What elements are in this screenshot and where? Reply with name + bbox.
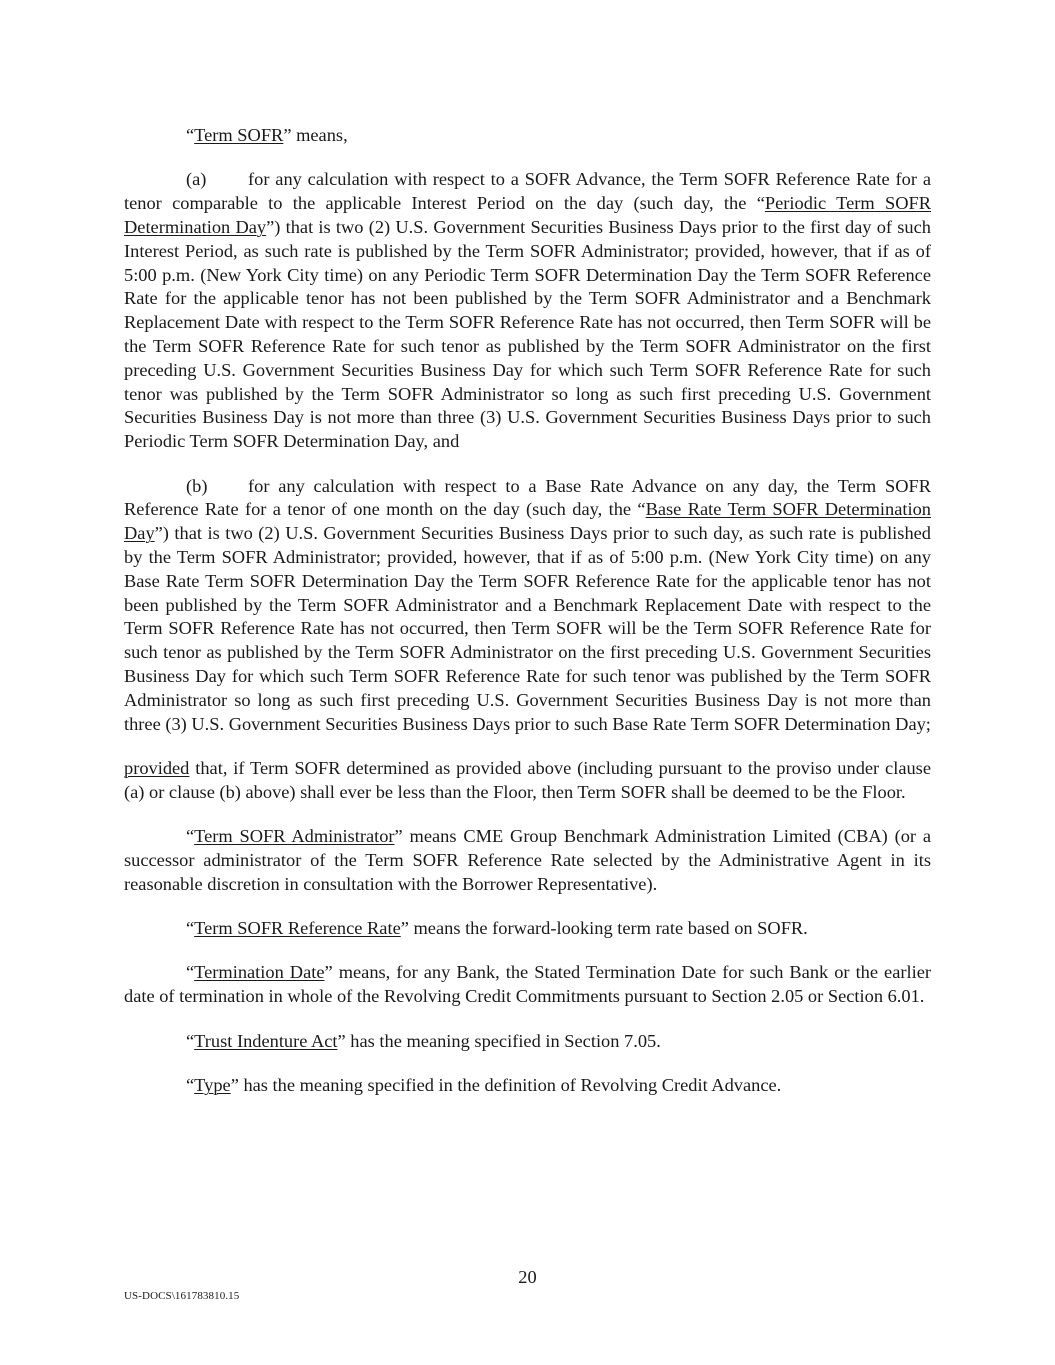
defined-term: Termination Date [194, 962, 325, 983]
page-number: 20 [518, 1267, 537, 1287]
open-quote: “ [186, 826, 195, 847]
clause-text: ”) that is two (2) U.S. Government Securities Business Days prior to the first day of such Interest Period, as such rate is published by the Term SOFR Administrator; provided, however, that if as of 5:00 p.m. (New York City time) on any Periodic Term SOFR Determination Day the Term SOFR Reference Rate for the applicable tenor has not been published by the Term SOFR Administrator and a Benchmark Replacement Date with respect to the Term SOFR Reference Rate has not occurred, then Term SOFR will be the Term SOFR Reference Rate for such tenor as published by the Term SOFR Administrator on the first preceding U.S. Government Securities Business Day for which such Term SOFR Reference Rate for such tenor was published by the Term SOFR Administrator so long as such first preceding U.S. Government Securities Business Day is not more than three (3) U.S. Government Securities Business Days prior to such Periodic Term SOFR Determination Day, and [124, 216, 931, 452]
proviso-paragraph [124, 757, 931, 805]
defined-term: Term SOFR Administrator [194, 826, 395, 847]
clause-text: for any calculation with respect to a Base Rate Advance on any day, the Term SOFR Reference Rate for a tenor of one month on the day (such day, the “ [124, 475, 931, 520]
defined-term: Base Rate Term SOFR Determination Day [124, 499, 931, 544]
definition-term-sofr [124, 124, 931, 148]
definition-type [124, 1074, 931, 1098]
open-quote: “ [186, 918, 195, 939]
definition-text: ” means, [283, 125, 348, 145]
definition-text: ” means, for any Bank, the Stated Termination Date for such Bank or the earlier date of termination in whole of the Revolving Credit Commitments pursuant to Section 2.05 or Section 6.01. [124, 962, 931, 1007]
defined-term: Term SOFR [194, 125, 284, 145]
definition-term-sofr-administrator [124, 825, 931, 896]
proviso-term: provided [124, 757, 190, 778]
clause-label: (a) [186, 169, 207, 190]
definition-term-sofr-reference-rate [124, 917, 931, 941]
definition-text: ” has the meaning specified in the definition of Revolving Credit Advance. [230, 1075, 782, 1096]
proviso-text: that, if Term SOFR determined as provided above (including pursuant to the proviso under clause (a) or clause (b) above) shall ever be less than the Floor, then Term SOFR shall be deemed to be the Floor. [124, 757, 931, 802]
open-quote: “ [186, 1075, 195, 1096]
definition-text: ” means the forward-looking term rate based on SOFR. [400, 918, 808, 939]
clause-b [124, 475, 931, 737]
defined-term: Term SOFR Reference Rate [194, 918, 401, 939]
defined-term: Trust Indenture Act [194, 1030, 338, 1051]
open-quote: “ [186, 962, 195, 983]
definition-trust-indenture-act [124, 1030, 931, 1054]
definition-termination-date [124, 961, 931, 1009]
clause-label: (b) [186, 475, 208, 496]
document-page [124, 124, 931, 1118]
defined-term: Periodic Term SOFR Determination Day [124, 193, 931, 237]
open-quote: “ [186, 125, 195, 145]
defined-term: Type [194, 1075, 231, 1096]
open-quote: “ [186, 1030, 195, 1051]
document-id: US-DOCS\161783810.15 [124, 1290, 240, 1302]
clause-text: for any calculation with respect to a SOFR Advance, the Term SOFR Reference Rate for a tenor comparable to the applicable Interest Period on the day (such day, the “ [124, 169, 931, 214]
definition-text: ” has the meaning specified in Section 7.05. [337, 1030, 661, 1051]
clause-text: ”) that is two (2) U.S. Government Securities Business Days prior to such day, as such rate is published by the Term SOFR Administrator; provided, however, that if as of 5:00 p.m. (New York City time) on any Base Rate Term SOFR Determination Day the Term SOFR Reference Rate for the applicable tenor has not been published by the Term SOFR Administrator and a Benchmark Replacement Date with respect to the Term SOFR Reference Rate has not occurred, then Term SOFR will be the Term SOFR Reference Rate for such tenor as published by the Term SOFR Administrator on the first preceding U.S. Government Securities Business Day for which such Term SOFR Reference Rate for such tenor was published by the Term SOFR Administrator so long as such first preceding U.S. Government Securities Business Day is not more than three (3) U.S. Government Securities Business Days prior to such Base Rate Term SOFR Determination Day; [124, 523, 931, 734]
clause-a [124, 168, 931, 454]
definition-text: ” means CME Group Benchmark Administration Limited (CBA) (or a successor administrator of the Term SOFR Reference Rate selected by the Administrative Agent in its reasonable discretion in consultation with the Borrower Representative). [124, 826, 932, 894]
